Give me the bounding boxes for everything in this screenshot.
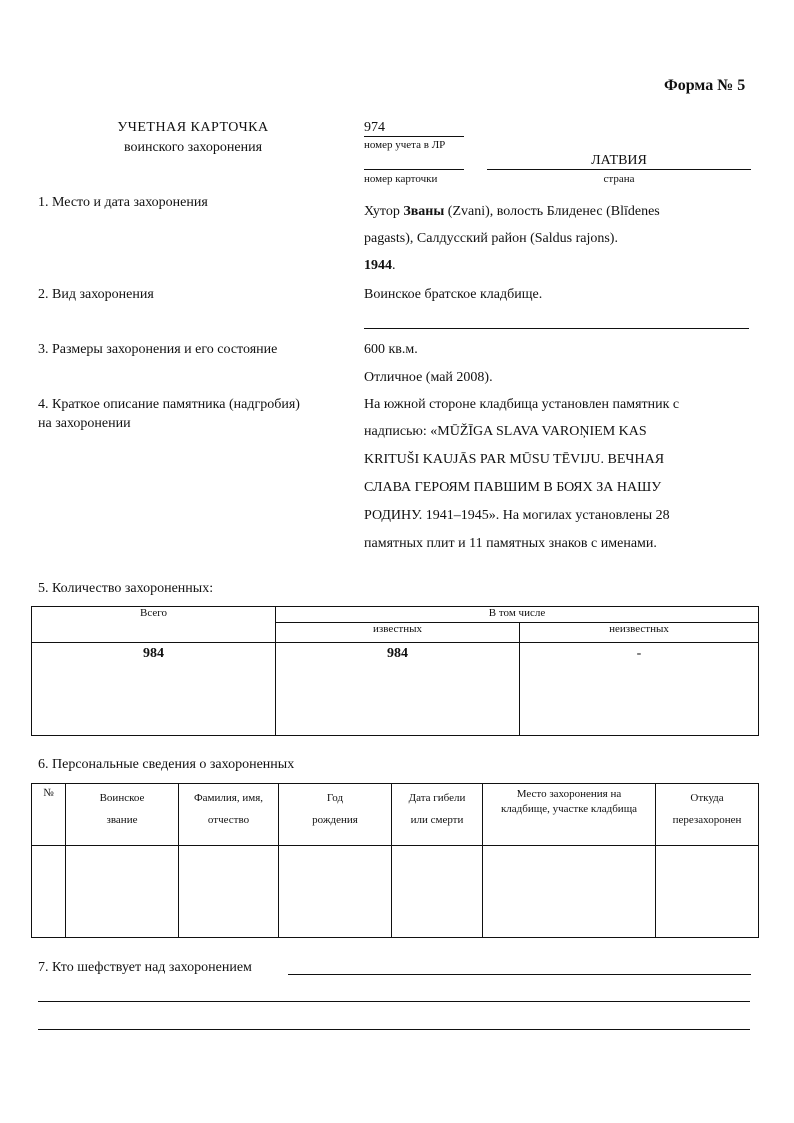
monument-description-line: На южной стороне кладбища установлен памятник с (364, 397, 680, 412)
burial-place-line-1 (364, 204, 660, 220)
card-number-field (364, 153, 464, 170)
section-1-label: 1. Место и дата захоронения (38, 195, 208, 210)
section-2-label: 2. Вид захоронения (38, 287, 154, 302)
section-4-label-line-2: на захоронении (38, 416, 131, 431)
registration-number-field (364, 120, 464, 137)
burial-place-suffix: (Zvani), волость Блиденес (Blīdenes (444, 204, 660, 219)
section-2-blank-line (364, 328, 749, 329)
header-total: Всего (32, 607, 276, 643)
country-field (487, 153, 751, 170)
col-death-date: Дата гибели или смерти (392, 784, 483, 846)
burial-year-line (364, 258, 396, 274)
patron-blank-line (288, 974, 751, 975)
col-burial-place: Место захоронения на кладбище, участке кладбища (483, 784, 656, 846)
cell-empty (179, 846, 279, 938)
cell-empty (279, 846, 392, 938)
section-5-label: 5. Количество захороненных: (38, 581, 214, 596)
burial-year: 1944 (364, 258, 392, 273)
col-number: № (32, 784, 66, 846)
col-birth-year: Год рождения (279, 784, 392, 846)
header-known: известных (276, 623, 520, 643)
monument-description-line: РОДИНУ. 1941–1945». На могилах установлены 28 (364, 508, 670, 523)
table-row (32, 846, 759, 938)
form-number: Форма № 5 (664, 77, 746, 94)
card-subtitle: воинского захоронения (123, 140, 263, 155)
burial-place-name: Званы (403, 204, 445, 219)
cell-empty (392, 846, 483, 938)
buried-count-table (31, 606, 759, 736)
count-known: 984 (276, 643, 520, 736)
cell-empty (483, 846, 656, 938)
monument-description-line: СЛАВА ГЕРОЯМ ПАВШИМ В БОЯХ ЗА НАШУ (364, 480, 662, 495)
col-full-name: Фамилия, имя, отчество (179, 784, 279, 846)
burial-place-line-2: pagasts), Салдусский район (Saldus rajons). (364, 231, 618, 246)
header-including: В том числе (276, 607, 759, 623)
patron-blank-line (38, 1029, 750, 1030)
section-6-label: 6. Персональные сведения о захороненных (38, 757, 295, 772)
personal-data-table (31, 783, 759, 938)
registration-number-caption: номер учета в ЛР (364, 139, 446, 151)
registration-number: 974 (364, 120, 385, 135)
card-title: УЧЕТНАЯ КАРТОЧКА (117, 120, 269, 135)
country-caption: страна (603, 173, 635, 185)
cell-empty (656, 846, 759, 938)
card-number-caption: номер карточки (364, 173, 438, 185)
cell-empty (32, 846, 66, 938)
section-7-label: 7. Кто шефствует над захоронением (38, 960, 252, 975)
section-3-label: 3. Размеры захоронения и его состояние (38, 342, 278, 357)
burial-type: Воинское братское кладбище. (364, 287, 543, 302)
burial-year-suffix: . (392, 258, 396, 273)
burial-condition: Отличное (май 2008). (364, 370, 493, 385)
monument-description-line: памятных плит и 11 памятных знаков с именами. (364, 536, 657, 551)
burial-place-prefix: Хутор (364, 204, 404, 219)
count-total: 984 (32, 643, 276, 736)
country: ЛАТВИЯ (591, 153, 647, 168)
col-military-rank: Воинское звание (66, 784, 179, 846)
section-4-label-line-1: 4. Краткое описание памятника (надгробия) (38, 397, 300, 412)
cell-empty (66, 846, 179, 938)
col-reburied-from: Откуда перезахоронен (656, 784, 759, 846)
burial-size: 600 кв.м. (364, 342, 418, 357)
count-unknown: - (520, 643, 759, 736)
header-unknown: неизвестных (520, 623, 759, 643)
monument-description-line: KRITUŠI KAUJĀS PAR MŪSU TĒVIJU. ВЕЧНАЯ (364, 452, 665, 467)
monument-description-line: надписью: «MŪŽĪGA SLAVA VAROŅIEM KAS (364, 424, 647, 439)
patron-blank-line (38, 1001, 750, 1002)
